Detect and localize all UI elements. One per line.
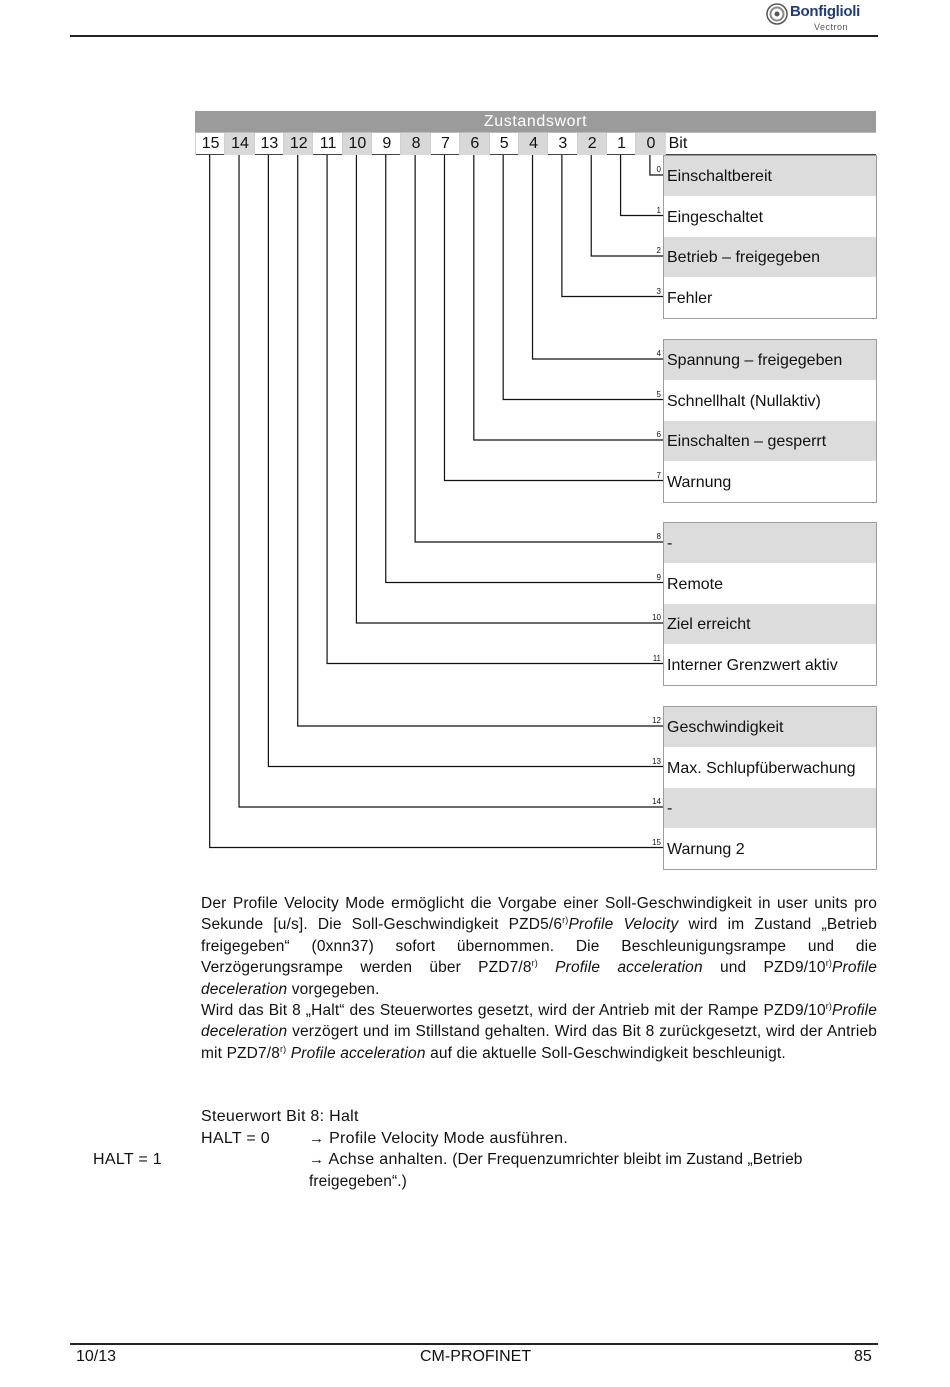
connector-bit-7 — [444, 155, 663, 481]
bit-description-4: Spannung – freigegeben — [664, 340, 876, 380]
halt-0-line — [201, 1128, 877, 1150]
footer-page-number: 85 — [854, 1348, 872, 1365]
bit-header-13: 13 — [254, 133, 284, 155]
bit-header-1: 1 — [606, 133, 636, 155]
p1-text-a: Der Profile Velocity Mode ermöglicht die Vorgabe einer Soll-Geschwindigkeit in user units pro Sekunde [u/s]. Die Soll-Geschwindigkeit PZD5/6 — [201, 895, 877, 934]
halt-section — [93, 1106, 877, 1192]
bit-index-0: 0 — [656, 165, 661, 174]
bit-index-9: 9 — [656, 572, 661, 582]
arrow-right-icon: → — [309, 1151, 325, 1168]
bit-index-7: 7 — [656, 470, 661, 480]
bit-description-11: Interner Grenzwert aktiv — [667, 656, 838, 674]
bit-index-3: 3 — [656, 286, 661, 296]
p2-param-acceleration: Profile acceleration — [290, 1044, 426, 1062]
bit-group-4-7 — [663, 339, 877, 503]
connector-bit-5 — [503, 155, 663, 400]
bit-description-12: Geschwindigkeit — [664, 707, 876, 747]
bit-description-10: Ziel erreicht — [664, 604, 876, 644]
bit-description-9: Remote — [667, 575, 724, 593]
p2-sup-1: r) — [825, 1001, 833, 1012]
p1-param-velocity: Profile Velocity — [568, 916, 679, 934]
connector-bit-10 — [356, 155, 663, 623]
brand-sub: Vectron — [814, 22, 849, 32]
p1-sup-2: r) — [531, 958, 538, 969]
paragraph-profile-velocity — [201, 893, 877, 1064]
footer-rule — [70, 1343, 878, 1345]
bit-description-13: Max. Schlupfüberwachung — [667, 759, 856, 777]
footer-date: 10/13 — [76, 1348, 117, 1365]
bit-header-9: 9 — [371, 133, 401, 155]
bit-header-2: 2 — [577, 133, 607, 155]
bit-description-5: Schnellhalt (Nullaktiv) — [667, 392, 821, 410]
bit-description-1: Eingeschaltet — [667, 208, 764, 226]
p1-text-g: vorgegeben. — [287, 980, 380, 998]
p1-sup-3: r) — [825, 958, 833, 969]
bit-description-2: Betrieb – freigegeben — [664, 237, 876, 277]
p2-text-e: auf die aktuelle Soll-Geschwindigkeit beschleunigt. — [425, 1044, 786, 1062]
bit-index-4: 4 — [656, 349, 661, 358]
bit-description-8: - — [664, 523, 876, 563]
connector-bit-9 — [386, 155, 663, 583]
connector-bit-8 — [415, 155, 663, 542]
connector-bit-4 — [533, 155, 663, 359]
table-title: Zustandswort — [195, 111, 876, 132]
bit-header-0: 0 — [635, 133, 665, 155]
bit-description-15: Warnung 2 — [667, 840, 745, 858]
p1-sup-1: r) — [562, 915, 569, 926]
p1-text-e: und PZD9/10 — [702, 959, 826, 977]
halt-section-title: Steuerwort Bit 8: Halt — [201, 1108, 359, 1125]
halt-1-text-a: Achse anhalten. — [328, 1151, 448, 1168]
bit-header-4: 4 — [518, 133, 548, 155]
bit-header-3: 3 — [547, 133, 577, 155]
bit-index-12: 12 — [652, 716, 661, 725]
p1-text-c: wird im Zustand „Betrieb freigegeben“ (0xnn37) sofort übernommen. Die Beschleunigungsrampe und die Verzögerungsrampe werden über PZD7/8 — [201, 916, 877, 977]
bit-header-7: 7 — [430, 133, 460, 155]
connector-bit-15 — [210, 155, 663, 848]
connector-bit-3 — [562, 155, 663, 297]
bit-index-6: 6 — [656, 430, 661, 439]
p2-sup-2: r) — [280, 1043, 287, 1054]
connector-bit-6 — [474, 155, 663, 440]
bit-header-8: 8 — [400, 133, 430, 155]
bit-group-0-3 — [663, 155, 877, 319]
p2-text-c: verzögert und im Stillstand gehalten. Wird das Bit 8 zurückgesetzt, wird der Antrieb mit PZD7/8 — [201, 1023, 877, 1062]
bit-column-label: Bit — [668, 135, 688, 152]
bit-header-12: 12 — [283, 133, 313, 155]
bit-index-8: 8 — [656, 532, 661, 541]
bit-index-5: 5 — [656, 389, 661, 399]
bit-description-14: - — [664, 788, 876, 828]
bit-group-12-15 — [663, 706, 877, 870]
bit-header-10: 10 — [342, 133, 372, 155]
bit-header-5: 5 — [489, 133, 519, 155]
bit-description-3: Fehler — [667, 289, 713, 307]
bit-description-0: Einschaltbereit — [664, 156, 876, 196]
p1-param-deceleration: Profile deceleration — [201, 959, 877, 998]
bit-description-6: Einschalten – gesperrt — [664, 421, 876, 461]
p2-text-a: Wird das Bit 8 „Halt“ des Steuerwortes gesetzt, wird der Antrieb mit der Rampe PZD9/10 — [201, 1002, 826, 1020]
bit-header-14: 14 — [224, 133, 254, 155]
connector-bit-11 — [327, 155, 663, 664]
bit-index-1: 1 — [656, 205, 661, 215]
bit-header-15: 15 — [195, 133, 225, 155]
halt-0-text: Profile Velocity Mode ausführen. — [329, 1129, 569, 1147]
bit-index-10: 10 — [652, 613, 661, 622]
bit-index-11: 11 — [652, 653, 661, 663]
bit-index-14: 14 — [652, 797, 661, 806]
bit-index-2: 2 — [656, 246, 661, 255]
bit-header-6: 6 — [459, 133, 489, 155]
bit-group-8-11 — [663, 522, 877, 686]
halt-1-line — [93, 1149, 877, 1192]
bit-index-15: 15 — [652, 837, 661, 847]
p2-param-deceleration: Profile deceleration — [201, 1002, 877, 1041]
bit-header-11: 11 — [312, 133, 342, 155]
bit-description-7: Warnung — [667, 473, 732, 491]
arrow-right-icon: → — [309, 1129, 325, 1147]
bit-index-13: 13 — [652, 756, 661, 766]
halt-1-text-b: (Der Frequenzumrichter bleibt im Zustand „Betrieb freigegeben“.) — [309, 1151, 803, 1190]
halt-1-label: HALT = 1 — [93, 1151, 162, 1168]
footer-doc-title: CM-PROFINET — [420, 1348, 532, 1365]
halt-0-label: HALT = 0 — [201, 1129, 270, 1147]
p1-param-acceleration: Profile acceleration — [555, 959, 703, 977]
brand-name: Bonfiglioli — [790, 3, 861, 20]
